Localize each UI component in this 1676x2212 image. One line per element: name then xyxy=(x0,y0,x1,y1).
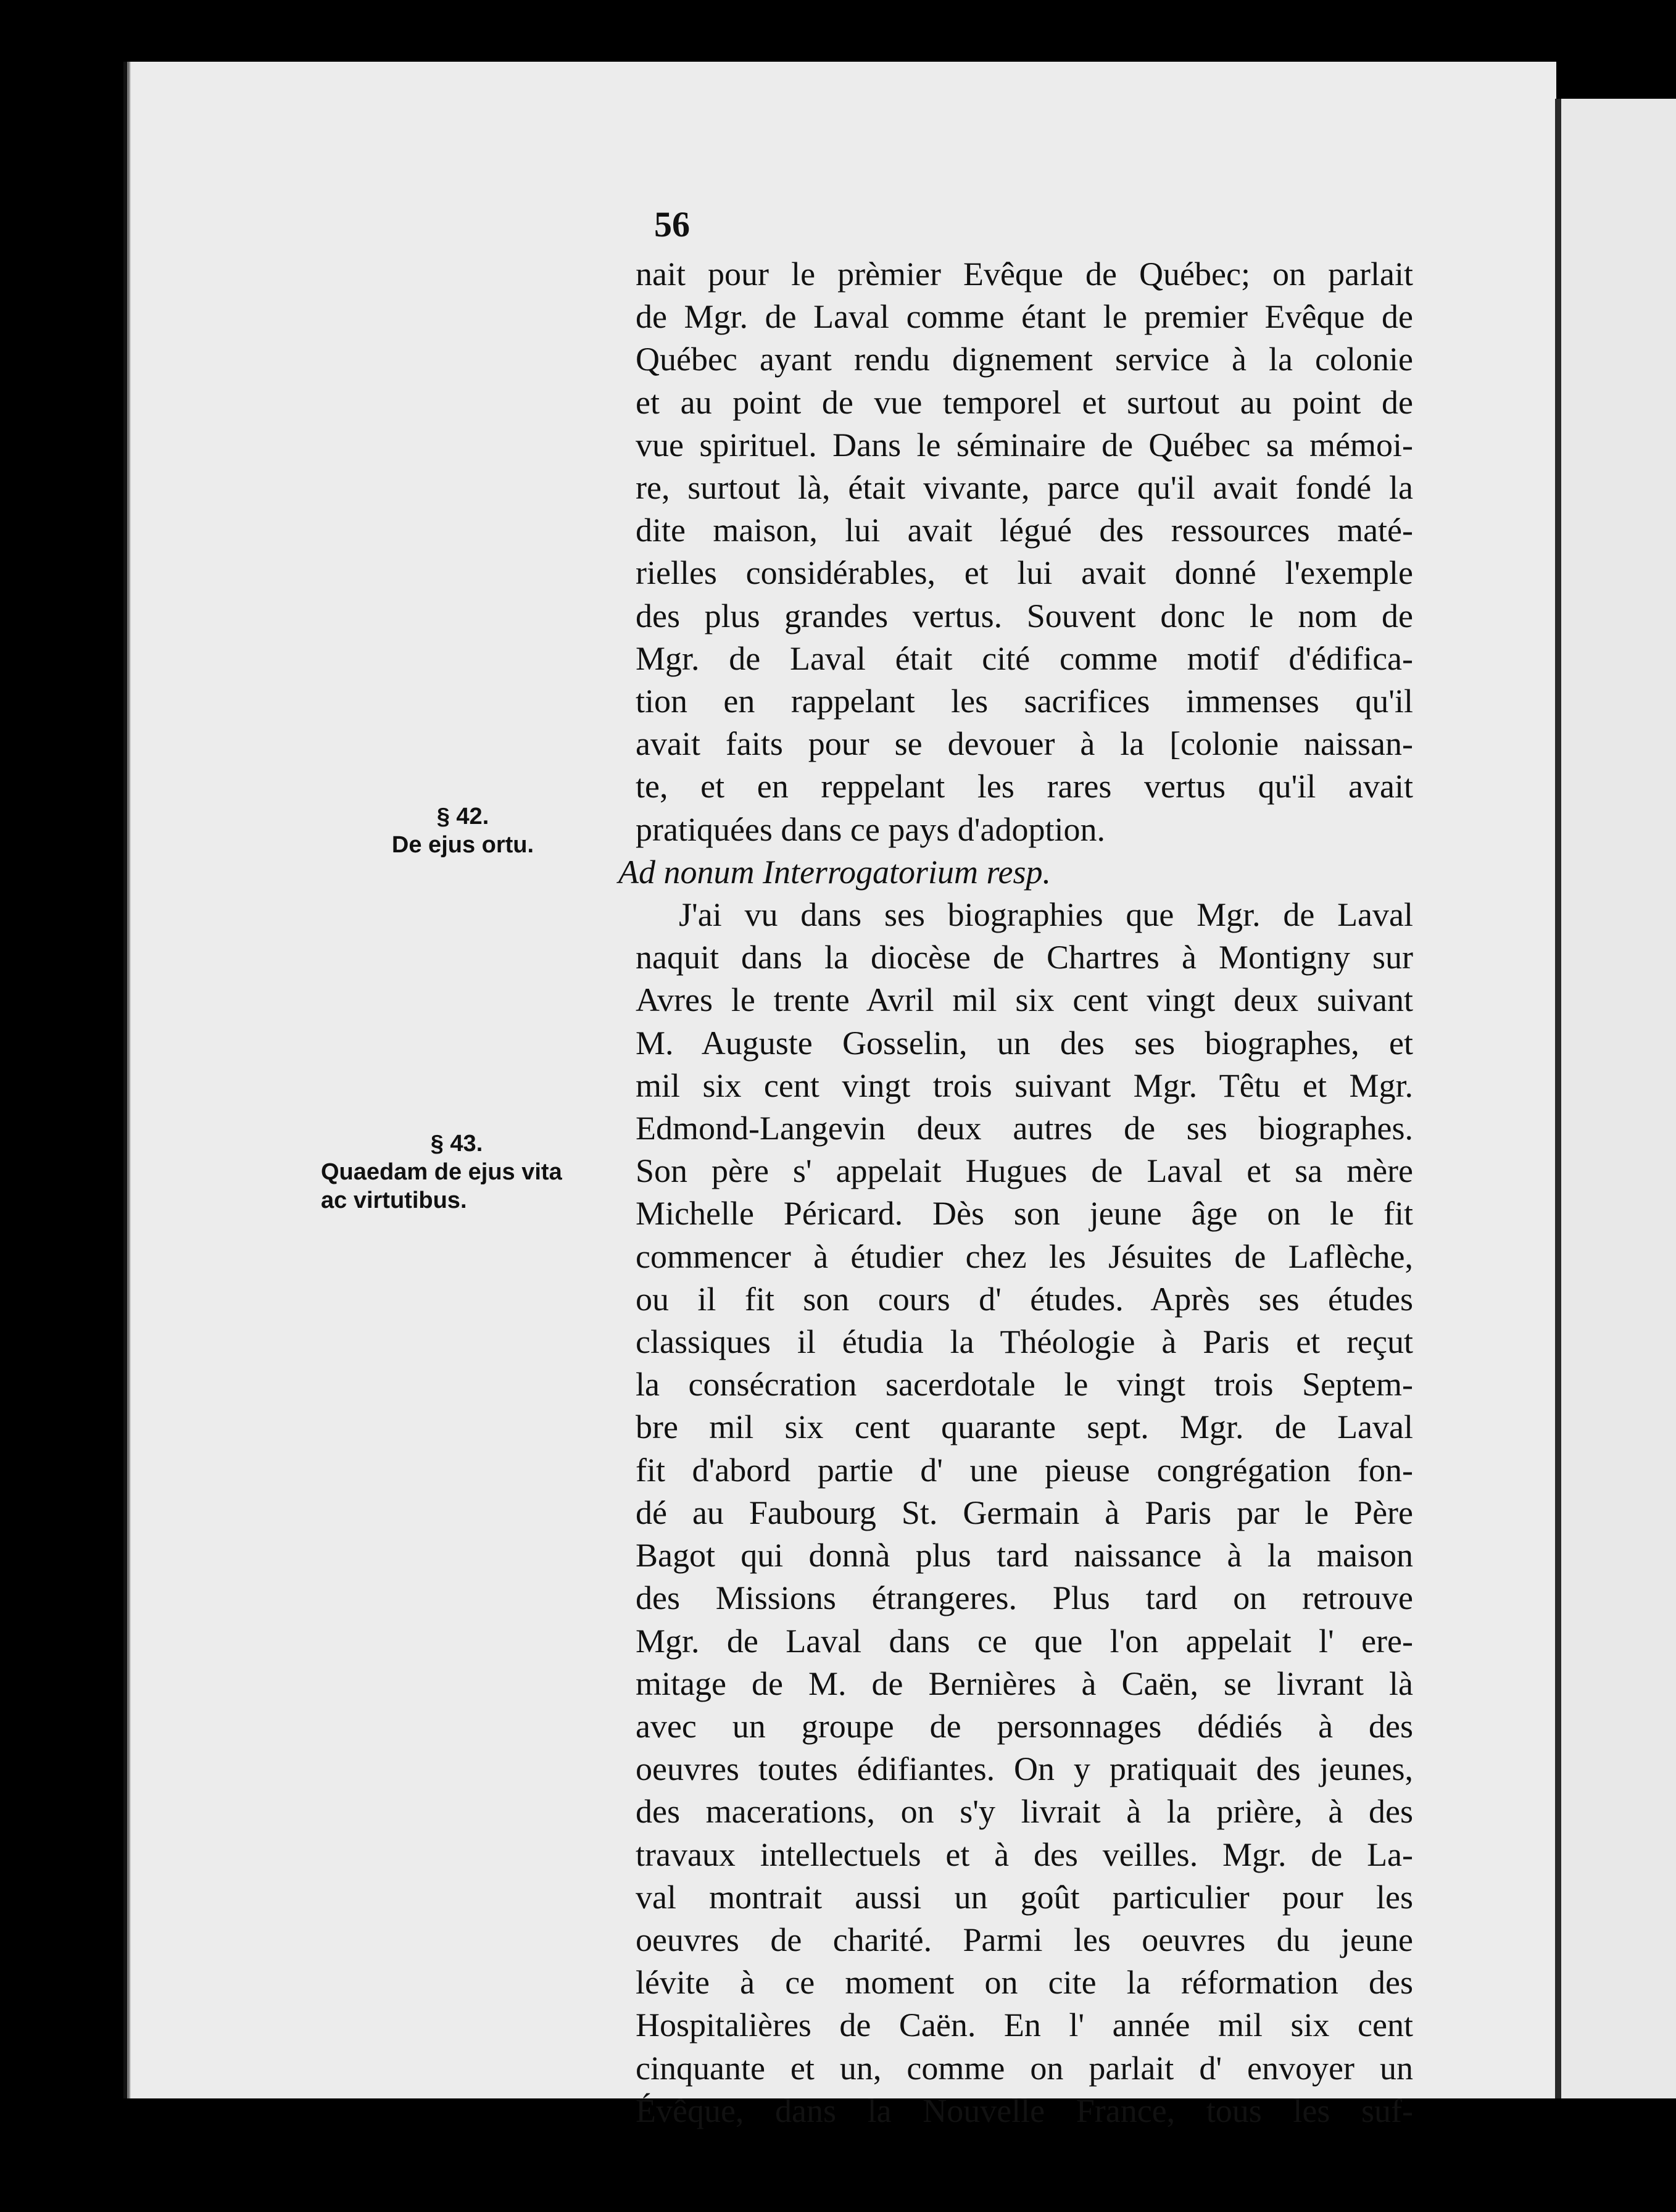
text-line: Mgr. de Laval dans ce que l'on appelait l' ere- xyxy=(636,1622,1413,1660)
text-line: te, et en reppelant les rares vertus qu'il avait xyxy=(636,768,1413,805)
text-line: tion en rappelant les sacrifices immenses qu'il xyxy=(636,683,1413,720)
marginal-note-43 xyxy=(321,1129,592,1215)
page-number: 56 xyxy=(654,204,690,244)
text-line: Bagot qui donnà plus tard naissance à la maison xyxy=(636,1537,1413,1574)
text-line: la consécration sacerdotale le vingt trois Septem- xyxy=(636,1366,1413,1403)
text-line: re, surtout là, était vivante, parce qu'il avait fondé la xyxy=(636,469,1413,507)
text-line: oeuvres de charité. Parmi les oeuvres du jeune xyxy=(636,1921,1413,1958)
text-line: ou il fit son cours d' études. Après ses études xyxy=(636,1280,1413,1318)
text-line: des macerations, on s'y livrait à la prière, à des xyxy=(636,1793,1413,1831)
marginal-note-42 xyxy=(370,802,555,859)
marginal-note-text: Quaedam de ejus vita xyxy=(321,1159,562,1185)
text-line: des Missions étrangeres. Plus tard on retrouve xyxy=(636,1579,1413,1617)
marginal-note-text: ac virtutibus. xyxy=(321,1187,467,1213)
text-line: Avres le trente Avril mil six cent vingt deux suivant xyxy=(636,981,1413,1019)
text-line: oeuvres toutes édifiantes. On y pratiquait des jeunes, xyxy=(636,1750,1413,1788)
marginal-note-text: De ejus ortu. xyxy=(391,832,534,858)
text-line: nait pour le prèmier Evêque de Québec; on parlait xyxy=(636,256,1413,293)
text-line: cinquante et un, comme on parlait d' envoyer un xyxy=(636,2049,1413,2087)
text-line: mil six cent vingt trois suivant Mgr. Têtu et Mgr. xyxy=(636,1066,1413,1104)
scan-border-bottom xyxy=(0,2123,1676,2212)
text-line: des plus grandes vertus. Souvent donc le nom de xyxy=(636,597,1413,634)
text-line: Mgr. de Laval était cité comme motif d'édifica- xyxy=(636,639,1413,677)
text-line: dite maison, lui avait légué des ressources maté- xyxy=(636,512,1413,549)
body-text xyxy=(618,253,1413,2132)
text-line: rielles considérables, et lui avait donné l'exemple xyxy=(636,554,1413,592)
text-line: classiques il étudia la Théologie à Paris et reçut xyxy=(636,1323,1413,1361)
text-line: dé au Faubourg St. Germain à Paris par le Père xyxy=(636,1494,1413,1531)
text-line: val montrait aussi un goût particulier pour les xyxy=(636,1878,1413,1916)
text-line: mitage de M. de Bernières à Caën, se livrant là xyxy=(636,1665,1413,1702)
text-line: avec un groupe de personnages dédiés à des xyxy=(636,1707,1413,1745)
text-line: lévite à ce moment on cite la réformation des xyxy=(636,1964,1413,2002)
facing-page xyxy=(1561,99,1676,2098)
text-line: Michelle Péricard. Dès son jeune âge on le fit xyxy=(636,1195,1413,1233)
text-line: de Mgr. de Laval comme étant le premier Evêque de xyxy=(636,298,1413,336)
text-line: Hospitalières de Caën. En l' année mil six cent xyxy=(636,2006,1413,2044)
text-line: M. Auguste Gosselin, un des ses biographes, et xyxy=(636,1024,1413,1062)
text-line: J'ai vu dans ses biographies que Mgr. de Laval xyxy=(679,896,1413,934)
section-number: § 42. xyxy=(436,804,489,830)
text-line: Edmond-Langevin deux autres de ses biographes. xyxy=(636,1110,1413,1147)
text-line: et au point de vue temporel et surtout au point de xyxy=(636,383,1413,421)
text-line: Son père s' appelait Hugues de Laval et sa mère xyxy=(636,1152,1413,1190)
text-line: Évêque, dans la Nouvelle France, tous les suf- xyxy=(636,2092,1413,2129)
text-line: fit d'abord partie d' une pieuse congrégation fon- xyxy=(636,1451,1413,1489)
text-line: naquit dans la diocèse de Chartres à Montigny sur xyxy=(636,939,1413,976)
text-line: pratiquées dans ce pays d'adoption. xyxy=(636,810,1106,848)
text-line: avait faits pour se devouer à la [colonie naissan- xyxy=(636,725,1413,763)
section-heading: Ad nonum Interrogatorium resp. xyxy=(618,853,1051,891)
text-line: Québec ayant rendu dignement service à la colonie xyxy=(636,341,1413,378)
text-line: commencer à étudier chez les Jésuites de Laflèche, xyxy=(636,1237,1413,1275)
text-line: bre mil six cent quarante sept. Mgr. de Laval xyxy=(636,1408,1413,1446)
text-line: vue spirituel. Dans le séminaire de Québec sa mémoi- xyxy=(636,426,1413,464)
text-line: travaux intellectuels et à des veilles. Mgr. de La- xyxy=(636,1836,1413,1873)
section-number: § 43. xyxy=(430,1131,483,1157)
